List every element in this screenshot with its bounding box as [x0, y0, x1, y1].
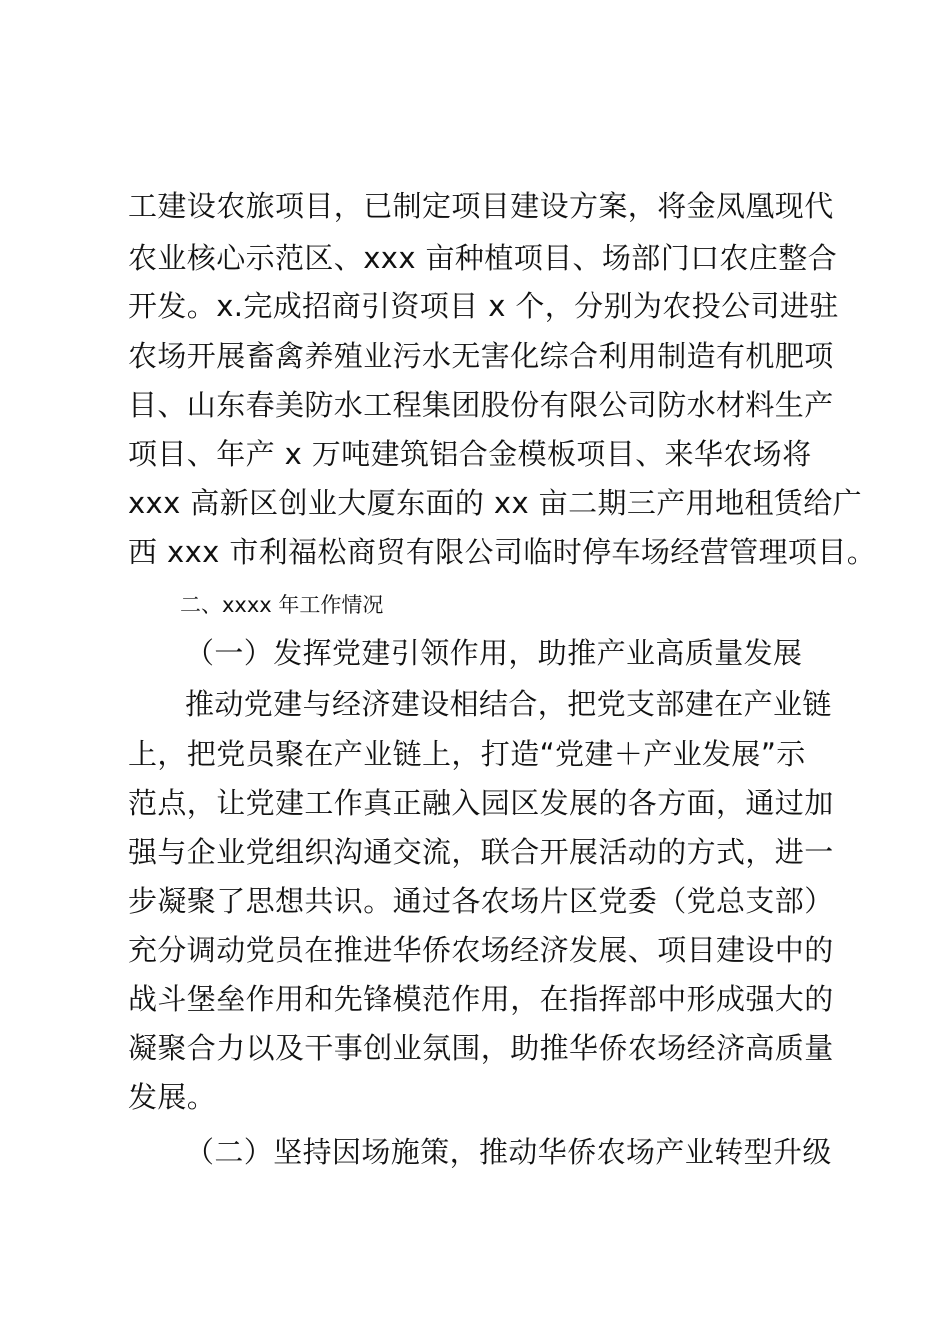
section-heading: 二、xxxx 年工作情况 — [180, 593, 384, 617]
paragraph-line: xxx 高新区创业大厦东面的 xx 亩二期三产用地租赁给广 — [128, 486, 863, 520]
subheading-1: （一）发挥党建引领作用，助推产业高质量发展 — [185, 636, 803, 670]
paragraph-line: 强与企业党组织沟通交流，联合开展活动的方式，进一 — [128, 835, 834, 869]
paragraph-line: 充分调动党员在推进华侨农场经济发展、项目建设中的 — [128, 933, 834, 967]
paragraph-line: 农场开展畜禽养殖业污水无害化综合利用制造有机肥项 — [128, 339, 834, 373]
paragraph-line: 农业核心示范区、xxx 亩种植项目、场部门口农庄整合 — [128, 241, 838, 275]
subheading-2: （二）坚持因场施策，推动华侨农场产业转型升级 — [185, 1135, 832, 1169]
paragraph-line: 步凝聚了思想共识。通过各农场片区党委（党总支部） — [128, 884, 834, 918]
paragraph-line: 上，把党员聚在产业链上，打造“党建＋产业发展”示 — [128, 737, 806, 771]
paragraph-line: 凝聚合力以及干事创业氛围，助推华侨农场经济高质量 — [128, 1031, 834, 1065]
paragraph-line: 发展。 — [128, 1080, 217, 1114]
paragraph-line: 目、山东春美防水工程集团股份有限公司防水材料生产 — [128, 388, 834, 422]
paragraph-line: 项目、年产 x 万吨建筑铝合金模板项目、来华农场将 — [128, 437, 812, 471]
paragraph-line: 工建设农旅项目，已制定项目建设方案，将金凤凰现代 — [128, 189, 834, 223]
paragraph-line: 战斗堡垒作用和先锋模范作用，在指挥部中形成强大的 — [128, 982, 834, 1016]
paragraph-line: 西 xxx 市利福松商贸有限公司临时停车场经营管理项目。 — [128, 535, 877, 569]
paragraph-line: 推动党建与经济建设相结合，把党支部建在产业链 — [185, 687, 832, 721]
paragraph-line: 开发。x.完成招商引资项目 x 个，分别为农投公司进驻 — [128, 289, 839, 323]
paragraph-line: 范点，让党建工作真正融入园区发展的各方面，通过加 — [128, 786, 834, 820]
